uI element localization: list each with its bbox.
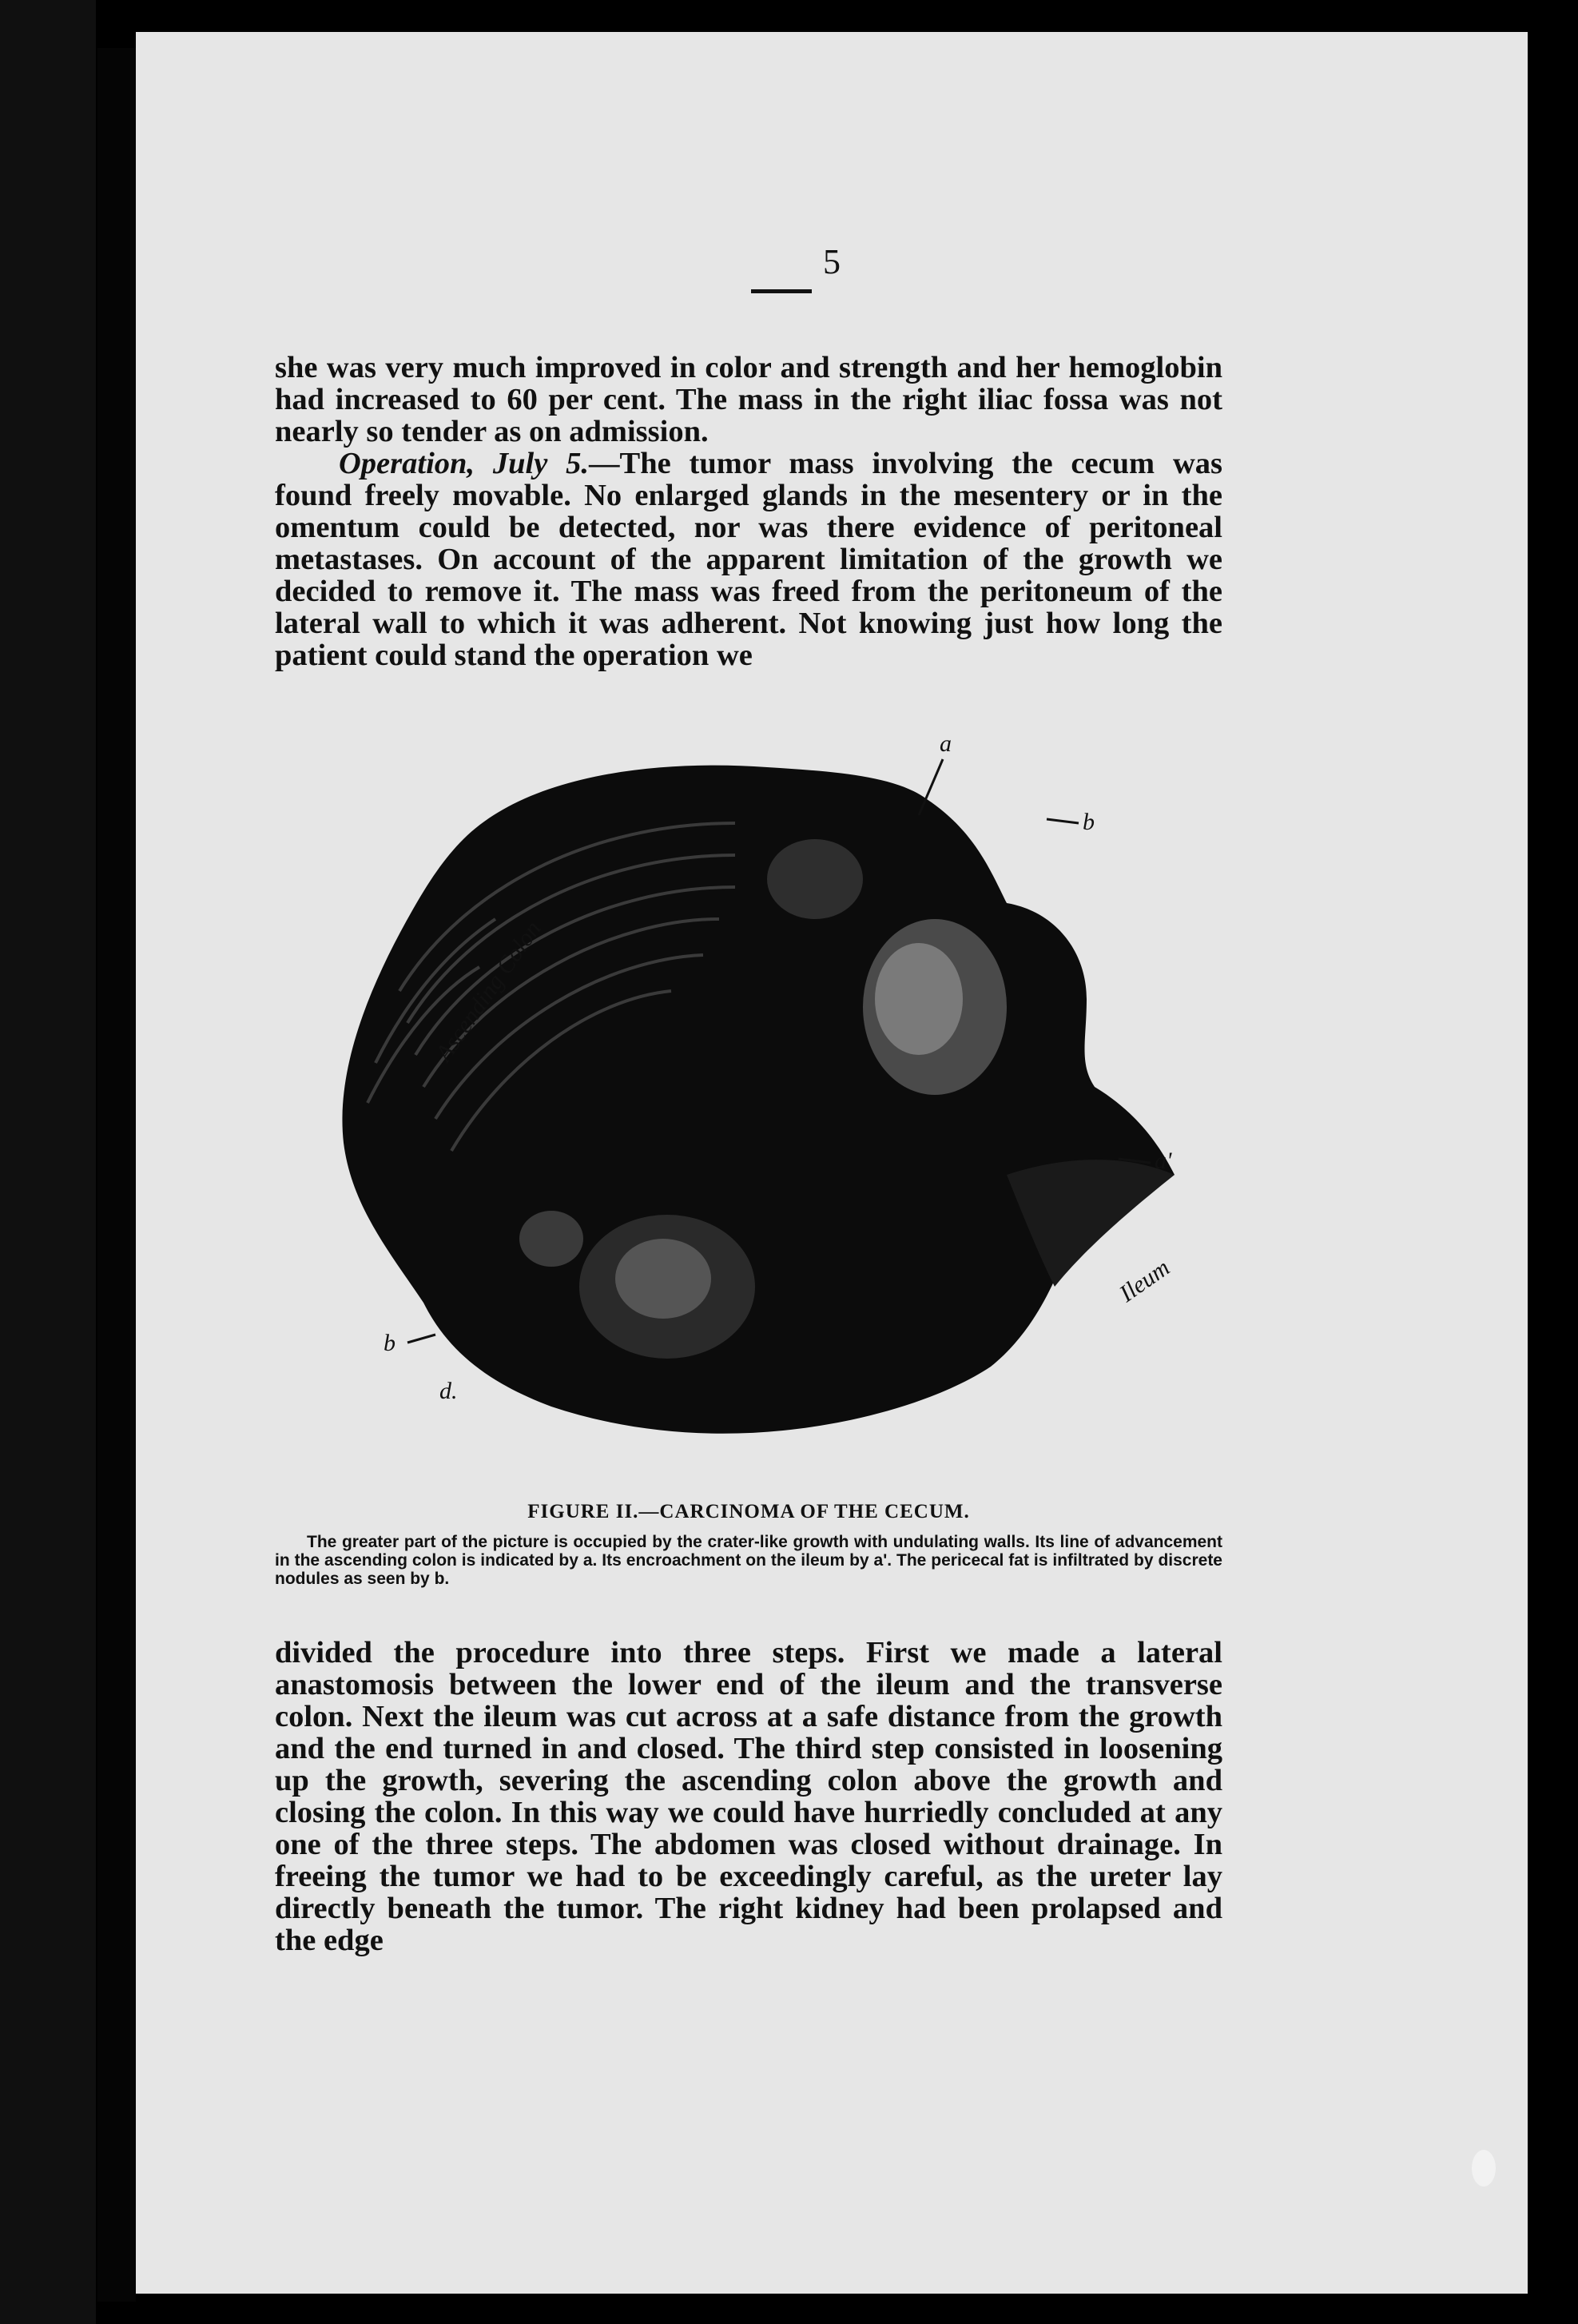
- figure-title: FIGURE II.—CARCINOMA OF THE CECUM.: [527, 1501, 970, 1522]
- specimen-illustration: [288, 727, 1214, 1494]
- label-b-left: b: [384, 1330, 395, 1356]
- operation-heading: Operation, July 5.: [339, 447, 590, 480]
- paragraph-procedure: divided the procedure into three steps. First we made a lateral anastomosis between the lower end of the ileum and the transverse colon. Next the ileum was cut across at a safe distance from the growth and the end turned in and closed. The third step consisted in loosening up the growth, severing the ascending colon above the growth and closing the colon. In this way we could have hurriedly concluded at any one of the three steps. The abdomen was closed without drainage. In freeing the tumor we had to be exceedingly careful, as the ureter lay directly beneath the tumor. The right kidney had been prolapsed and the edge: [275, 1636, 1222, 1957]
- paragraph-operation: [275, 448, 1222, 671]
- page-number: 5: [823, 242, 841, 281]
- figure-caption: [275, 1501, 1222, 1588]
- specimen-mass: [342, 766, 1175, 1434]
- nodule-left: [519, 1211, 583, 1267]
- label-d: d.: [439, 1378, 458, 1404]
- label-ascending-colon: Ascending Colon: [430, 916, 547, 1067]
- label-b-top: b: [1083, 809, 1095, 835]
- paragraph-continuation: she was very much improved in color and strength and her hemoglobin had increased to 60 per cent. The mass in the right iliac fossa was not nearly so tender as on admission.: [275, 351, 1222, 448]
- nodule-right-highlight: [875, 943, 963, 1055]
- label-a-prime: a': [1155, 1148, 1172, 1174]
- figure-carcinoma-cecum: [288, 727, 1214, 1494]
- nodule-bottom-highlight: [615, 1239, 711, 1319]
- label-ileum: Ileum: [1115, 1254, 1175, 1307]
- nodule-top: [767, 839, 863, 919]
- body-text-top: [275, 352, 1222, 671]
- page-speck: [1472, 2150, 1496, 2187]
- page-number-rule: [751, 289, 812, 293]
- body-text-bottom: [275, 1637, 1222, 1956]
- book-binding: [97, 48, 136, 2302]
- label-a: a: [940, 730, 952, 757]
- operation-body: —The tumor mass involving the cecum was found freely movable. No enlarged glands in the mesentery or in the omentum could be detected, nor was there evidence of peritoneal metastases. On account of the apparent limitation of the growth we decided to remove it. The mass was freed from the peritoneum of the lateral wall to which it was adherent. Not knowing just how long the patient could stand the operation we: [275, 447, 1222, 672]
- document-page: [136, 32, 1528, 2294]
- figure-caption-text: The greater part of the picture is occupied by the crater-like growth with undulating walls. Its line of advancement in the ascending colon is indicated by a. Its encroachment on the ileum by a'. The pericecal fat is infiltrated by discrete nodules as seen by b.: [275, 1533, 1222, 1588]
- facing-page-edge: [0, 0, 96, 2324]
